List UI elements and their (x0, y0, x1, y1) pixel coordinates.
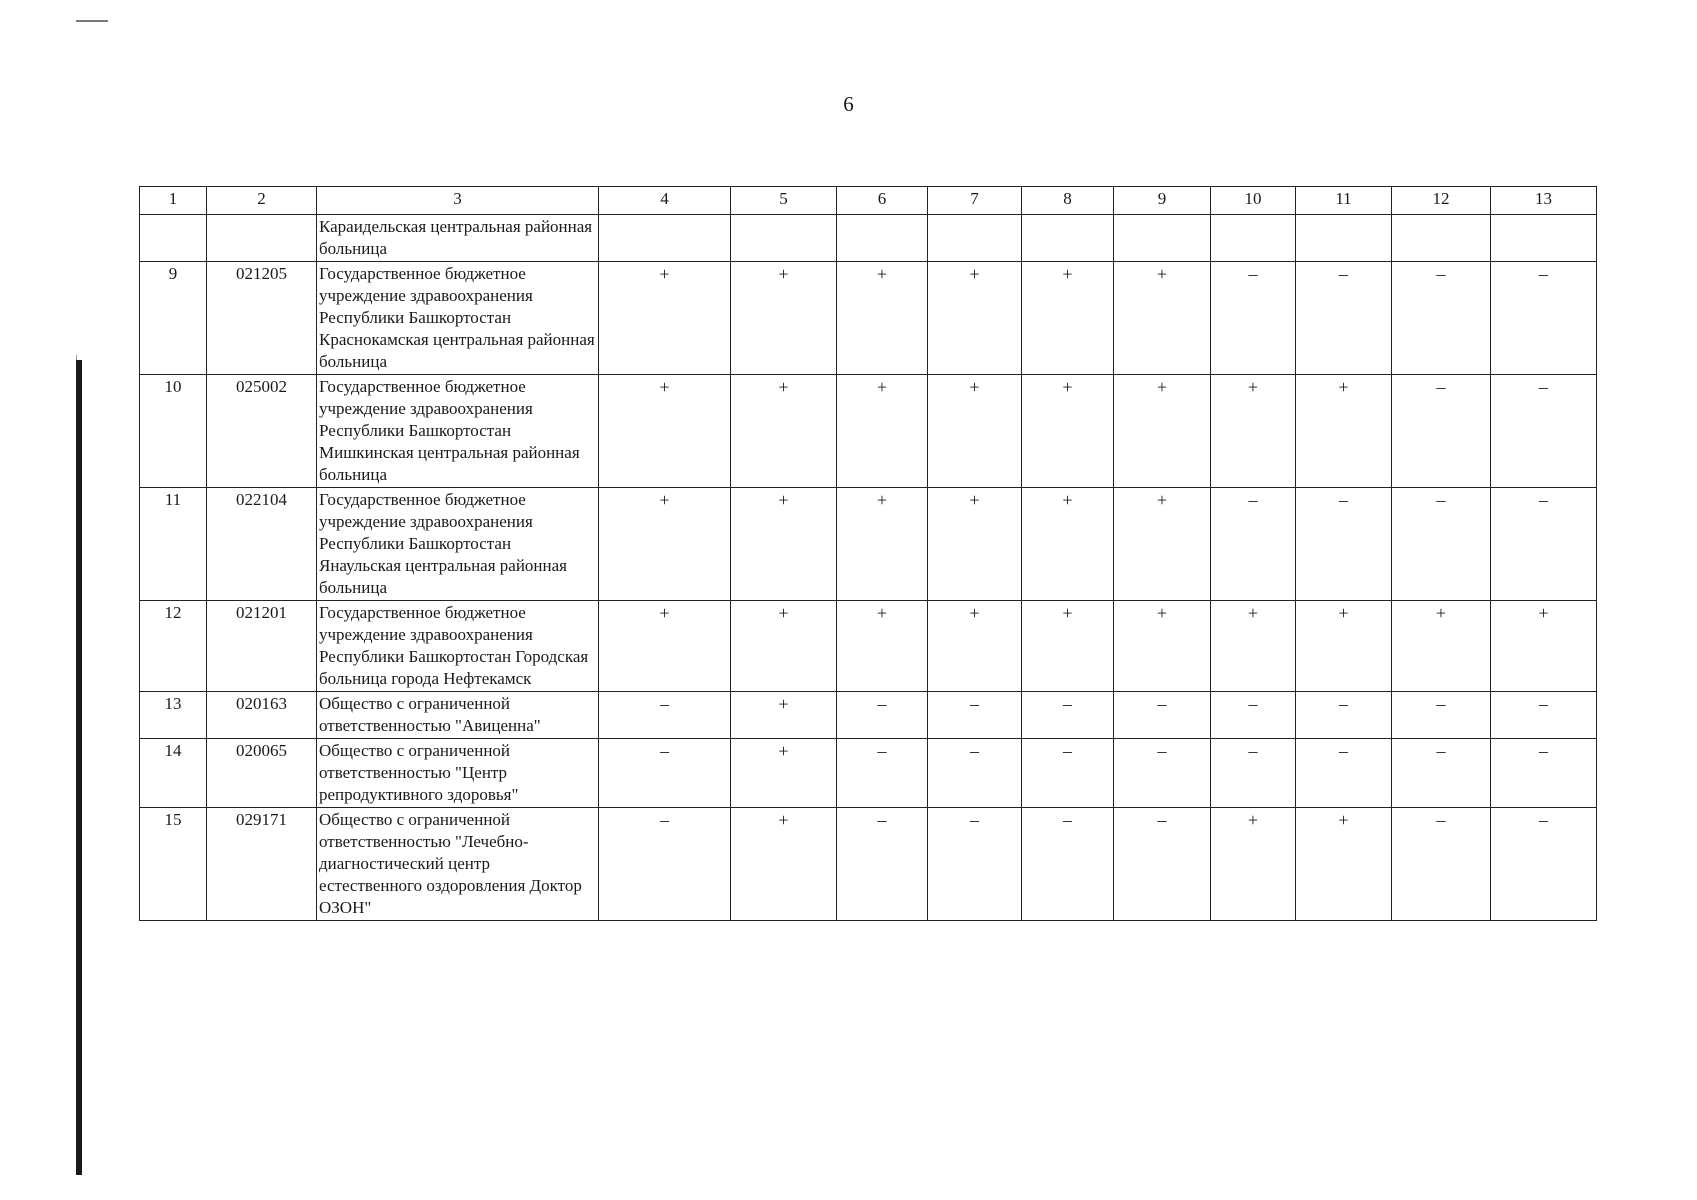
row-number: 15 (140, 808, 207, 921)
mark-cell: – (928, 739, 1022, 808)
mark-cell: – (1392, 692, 1491, 739)
facility-name: Государственное бюджетное учреждение здравоохранения Республики Башкортостан Янаульская центральная районная больница (317, 488, 599, 601)
mark-cell (837, 215, 928, 262)
column-header: 11 (1296, 187, 1392, 215)
mark-cell: + (731, 375, 837, 488)
mark-cell: + (1491, 601, 1597, 692)
column-header: 8 (1022, 187, 1114, 215)
mark-cell: + (1114, 601, 1211, 692)
mark-cell: + (731, 488, 837, 601)
facility-code (207, 215, 317, 262)
mark-cell: + (1296, 601, 1392, 692)
row-number: 10 (140, 375, 207, 488)
mark-cell: – (1296, 488, 1392, 601)
mark-cell: – (1211, 262, 1296, 375)
mark-cell: + (599, 488, 731, 601)
mark-cell: – (837, 739, 928, 808)
facility-code: 025002 (207, 375, 317, 488)
row-number: 12 (140, 601, 207, 692)
mark-cell: – (1491, 488, 1597, 601)
table-row (140, 739, 1597, 808)
facility-code: 020065 (207, 739, 317, 808)
facility-code: 022104 (207, 488, 317, 601)
table-row (140, 692, 1597, 739)
mark-cell (1392, 215, 1491, 262)
mark-cell: + (1114, 375, 1211, 488)
mark-cell: – (1022, 739, 1114, 808)
column-header: 12 (1392, 187, 1491, 215)
facility-name: Государственное бюджетное учреждение здравоохранения Республики Башкортостан Мишкинская центральная районная больница (317, 375, 599, 488)
mark-cell: – (928, 692, 1022, 739)
facility-name: Караидельская центральная районная больница (317, 215, 599, 262)
table-row (140, 601, 1597, 692)
mark-cell: + (1022, 375, 1114, 488)
mark-cell: – (1022, 808, 1114, 921)
mark-cell: + (1022, 601, 1114, 692)
facility-code: 021201 (207, 601, 317, 692)
row-number: 11 (140, 488, 207, 601)
mark-cell (1022, 215, 1114, 262)
mark-cell: + (1392, 601, 1491, 692)
mark-cell: + (837, 262, 928, 375)
facility-name: Государственное бюджетное учреждение здравоохранения Республики Башкортостан Городская больница города Нефтекамск (317, 601, 599, 692)
facility-name: Общество с ограниченной ответственностью "Центр репродуктивного здоровья" (317, 739, 599, 808)
mark-cell (731, 215, 837, 262)
column-header: 10 (1211, 187, 1296, 215)
mark-cell: + (1211, 808, 1296, 921)
column-header: 2 (207, 187, 317, 215)
mark-cell: – (837, 808, 928, 921)
mark-cell: + (1296, 808, 1392, 921)
mark-cell (599, 215, 731, 262)
mark-cell: + (731, 739, 837, 808)
mark-cell: + (928, 375, 1022, 488)
mark-cell: + (1211, 601, 1296, 692)
mark-cell: + (1022, 488, 1114, 601)
column-header: 13 (1491, 187, 1597, 215)
mark-cell: + (1211, 375, 1296, 488)
mark-cell: + (1114, 262, 1211, 375)
mark-cell (1491, 215, 1597, 262)
mark-cell: + (928, 601, 1022, 692)
facility-code: 020163 (207, 692, 317, 739)
facility-name: Общество с ограниченной ответственностью "Лечебно-диагностический центр естественного оздоровления Доктор ОЗОН" (317, 808, 599, 921)
column-header: 9 (1114, 187, 1211, 215)
facility-code: 029171 (207, 808, 317, 921)
table-body (140, 187, 1597, 921)
mark-cell: + (1296, 375, 1392, 488)
mark-cell: – (1211, 488, 1296, 601)
facilities-table (139, 186, 1597, 921)
scan-mark (76, 20, 108, 22)
mark-cell (1114, 215, 1211, 262)
mark-cell: – (837, 692, 928, 739)
mark-cell: – (1296, 739, 1392, 808)
row-number (140, 215, 207, 262)
mark-cell: – (1392, 739, 1491, 808)
mark-cell: + (928, 262, 1022, 375)
mark-cell: + (599, 262, 731, 375)
mark-cell: – (1491, 262, 1597, 375)
mark-cell (1211, 215, 1296, 262)
mark-cell: – (599, 692, 731, 739)
mark-cell (928, 215, 1022, 262)
mark-cell: – (1491, 739, 1597, 808)
mark-cell: – (1114, 692, 1211, 739)
mark-cell: – (599, 808, 731, 921)
table-row (140, 488, 1597, 601)
mark-cell: – (1392, 488, 1491, 601)
table-row (140, 215, 1597, 262)
mark-cell: + (1022, 262, 1114, 375)
mark-cell: + (837, 375, 928, 488)
mark-cell: + (599, 375, 731, 488)
column-header: 3 (317, 187, 599, 215)
mark-cell: – (1491, 375, 1597, 488)
column-header: 7 (928, 187, 1022, 215)
mark-cell: – (1296, 692, 1392, 739)
mark-cell: + (731, 692, 837, 739)
column-header: 5 (731, 187, 837, 215)
mark-cell: + (731, 601, 837, 692)
page-number: 6 (843, 92, 854, 116)
table-row (140, 808, 1597, 921)
row-number: 14 (140, 739, 207, 808)
mark-cell: – (1392, 262, 1491, 375)
mark-cell: – (599, 739, 731, 808)
column-header: 6 (837, 187, 928, 215)
mark-cell: + (599, 601, 731, 692)
mark-cell: – (1022, 692, 1114, 739)
mark-cell: – (1114, 808, 1211, 921)
table-row (140, 375, 1597, 488)
mark-cell: – (1114, 739, 1211, 808)
mark-cell: + (731, 262, 837, 375)
mark-cell: – (1392, 375, 1491, 488)
mark-cell: – (1491, 808, 1597, 921)
row-number: 13 (140, 692, 207, 739)
mark-cell: + (928, 488, 1022, 601)
facility-name: Государственное бюджетное учреждение здравоохранения Республики Башкортостан Краснокамская центральная районная больница (317, 262, 599, 375)
mark-cell: – (1211, 739, 1296, 808)
facility-code: 021205 (207, 262, 317, 375)
header-row (140, 187, 1597, 215)
scan-edge-bar (76, 360, 82, 1175)
mark-cell: – (1491, 692, 1597, 739)
mark-cell (1296, 215, 1392, 262)
mark-cell: + (837, 488, 928, 601)
column-header: 1 (140, 187, 207, 215)
mark-cell: – (928, 808, 1022, 921)
column-header: 4 (599, 187, 731, 215)
row-number: 9 (140, 262, 207, 375)
mark-cell: – (1211, 692, 1296, 739)
facility-name: Общество с ограниченной ответственностью "Авиценна" (317, 692, 599, 739)
mark-cell: – (1296, 262, 1392, 375)
mark-cell: + (837, 601, 928, 692)
mark-cell: + (1114, 488, 1211, 601)
mark-cell: + (731, 808, 837, 921)
mark-cell: – (1392, 808, 1491, 921)
table-row (140, 262, 1597, 375)
